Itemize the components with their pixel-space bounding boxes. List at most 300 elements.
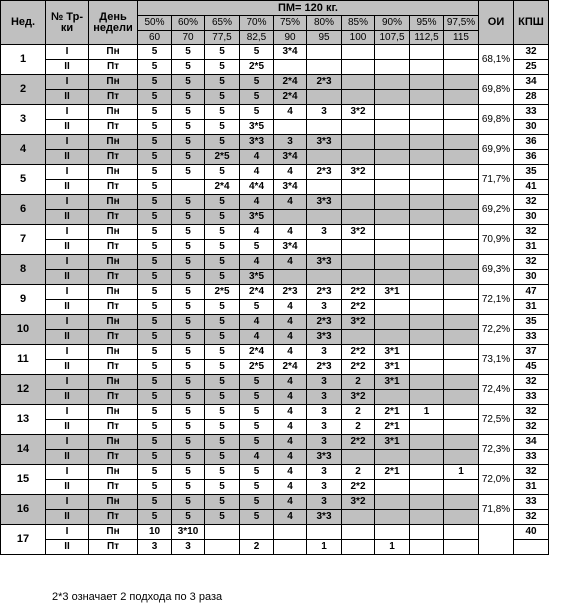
workout-number: I [46, 465, 89, 480]
sets-reps-cell: 5 [138, 330, 172, 345]
sets-reps-cell [444, 150, 479, 165]
percent-header: 95% [410, 16, 444, 31]
sets-reps-cell [444, 105, 479, 120]
lift-count: 40 [514, 525, 549, 540]
table-row [1, 60, 549, 75]
sets-reps-cell: 3 [172, 540, 205, 555]
sets-reps-cell: 4 [274, 225, 307, 240]
workout-number: I [46, 375, 89, 390]
sets-reps-cell: 5 [138, 375, 172, 390]
workout-number: II [46, 300, 89, 315]
sets-reps-cell: 2*5 [205, 150, 240, 165]
sets-reps-cell [375, 510, 410, 525]
workout-number: I [46, 285, 89, 300]
sets-reps-cell: 3*2 [342, 390, 375, 405]
sets-reps-cell: 1 [410, 405, 444, 420]
weekday: Пн [89, 315, 138, 330]
sets-reps-cell: 5 [205, 105, 240, 120]
workout-number: II [46, 180, 89, 195]
sets-reps-cell: 4 [274, 375, 307, 390]
weekday: Пн [89, 495, 138, 510]
sets-reps-cell [444, 75, 479, 90]
table-row [1, 315, 549, 330]
weekday: Пт [89, 240, 138, 255]
lift-count: 32 [514, 510, 549, 525]
lift-count: 41 [514, 180, 549, 195]
week-number: 7 [1, 225, 46, 255]
weight-header: 82,5 [240, 31, 274, 45]
workout-number: II [46, 330, 89, 345]
weight-header: 112,5 [410, 31, 444, 45]
sets-reps-cell: 5 [205, 450, 240, 465]
weekday: Пт [89, 270, 138, 285]
sets-reps-cell [410, 450, 444, 465]
sets-reps-cell [375, 315, 410, 330]
sets-reps-cell: 5 [172, 330, 205, 345]
intensity-value: 70,9% [479, 225, 514, 255]
weekday: Пн [89, 165, 138, 180]
weekday: Пт [89, 300, 138, 315]
sets-reps-cell: 5 [172, 75, 205, 90]
sets-reps-cell: 5 [138, 195, 172, 210]
sets-reps-cell: 5 [205, 225, 240, 240]
table-row [1, 180, 549, 195]
weekday: Пт [89, 480, 138, 495]
sets-reps-cell [410, 480, 444, 495]
sets-reps-cell: 2*2 [342, 300, 375, 315]
intensity-value: 72,3% [479, 435, 514, 465]
lift-count: 30 [514, 210, 549, 225]
lift-count: 31 [514, 240, 549, 255]
sets-reps-cell [410, 180, 444, 195]
table-row [1, 165, 549, 180]
lift-count: 31 [514, 480, 549, 495]
sets-reps-cell: 5 [138, 300, 172, 315]
sets-reps-cell: 2*2 [342, 360, 375, 375]
sets-reps-cell: 1 [375, 540, 410, 555]
sets-reps-cell [375, 255, 410, 270]
sets-reps-cell: 3*10 [172, 525, 205, 540]
sets-reps-cell [342, 90, 375, 105]
sets-reps-cell: 2*5 [205, 285, 240, 300]
weekday: Пн [89, 225, 138, 240]
lift-count [514, 540, 549, 555]
sets-reps-cell [444, 330, 479, 345]
sets-reps-cell [375, 150, 410, 165]
sets-reps-cell: 2 [342, 375, 375, 390]
sets-reps-cell: 4 [240, 150, 274, 165]
sets-reps-cell: 3*3 [307, 510, 342, 525]
sets-reps-cell: 4 [274, 300, 307, 315]
lift-count: 25 [514, 60, 549, 75]
sets-reps-cell: 4 [274, 330, 307, 345]
sets-reps-cell: 3*2 [342, 165, 375, 180]
sets-reps-cell [410, 465, 444, 480]
percent-header: 60% [172, 16, 205, 31]
table-row [1, 420, 549, 435]
table-row [1, 135, 549, 150]
sets-reps-cell [342, 525, 375, 540]
lift-count: 33 [514, 450, 549, 465]
sets-reps-cell [342, 255, 375, 270]
sets-reps-cell: 3*2 [342, 315, 375, 330]
sets-reps-cell [410, 150, 444, 165]
week-number: 8 [1, 255, 46, 285]
percent-header: 90% [375, 16, 410, 31]
weekday: Пн [89, 195, 138, 210]
sets-reps-cell: 3 [138, 540, 172, 555]
weekday: Пт [89, 510, 138, 525]
sets-reps-cell [375, 270, 410, 285]
sets-reps-cell: 3 [307, 480, 342, 495]
sets-reps-cell [375, 495, 410, 510]
sets-reps-cell: 2*1 [375, 465, 410, 480]
sets-reps-cell: 3 [307, 105, 342, 120]
weekday: Пт [89, 360, 138, 375]
sets-reps-cell: 4 [274, 495, 307, 510]
weekday: Пт [89, 60, 138, 75]
sets-reps-cell: 5 [205, 270, 240, 285]
sets-reps-cell [410, 540, 444, 555]
workout-number: II [46, 270, 89, 285]
table-row [1, 510, 549, 525]
sets-reps-cell: 3*1 [375, 285, 410, 300]
workout-number: II [46, 480, 89, 495]
sets-reps-cell [410, 495, 444, 510]
lift-count: 32 [514, 255, 549, 270]
sets-reps-cell: 3*3 [240, 135, 274, 150]
sets-reps-cell: 3*4 [274, 180, 307, 195]
week-number: 4 [1, 135, 46, 165]
sets-reps-cell: 5 [205, 240, 240, 255]
table-row [1, 405, 549, 420]
sets-reps-cell: 5 [172, 495, 205, 510]
weekday: Пт [89, 180, 138, 195]
sets-reps-cell: 5 [240, 375, 274, 390]
table-row [1, 120, 549, 135]
sets-reps-cell: 4 [240, 450, 274, 465]
percent-header: 65% [205, 16, 240, 31]
workout-number: II [46, 450, 89, 465]
sets-reps-cell: 4 [274, 390, 307, 405]
intensity-value: 72,0% [479, 465, 514, 495]
kpsh-header: КПШ [514, 1, 549, 45]
sets-reps-cell [375, 525, 410, 540]
sets-reps-cell [444, 180, 479, 195]
sets-reps-cell [307, 240, 342, 255]
workout-number: I [46, 495, 89, 510]
sets-reps-cell: 5 [240, 405, 274, 420]
sets-reps-cell: 5 [138, 390, 172, 405]
sets-reps-cell [410, 60, 444, 75]
table-row [1, 345, 549, 360]
sets-reps-cell: 5 [240, 435, 274, 450]
sets-reps-cell: 5 [172, 360, 205, 375]
table-row [1, 90, 549, 105]
sets-reps-cell [375, 165, 410, 180]
sets-reps-cell: 5 [205, 345, 240, 360]
table-row [1, 465, 549, 480]
sets-reps-cell: 5 [172, 405, 205, 420]
sets-reps-cell: 4 [274, 345, 307, 360]
sets-reps-cell: 5 [205, 465, 240, 480]
sets-reps-cell [240, 525, 274, 540]
sets-reps-cell: 5 [138, 465, 172, 480]
sets-reps-cell: 5 [172, 270, 205, 285]
workout-number: II [46, 120, 89, 135]
lift-count: 34 [514, 435, 549, 450]
sets-reps-cell: 3*4 [274, 45, 307, 60]
sets-reps-cell [342, 510, 375, 525]
sets-reps-cell: 2*4 [205, 180, 240, 195]
sets-reps-cell [444, 285, 479, 300]
sets-reps-cell [342, 195, 375, 210]
sets-reps-cell: 5 [138, 90, 172, 105]
sets-reps-cell [410, 510, 444, 525]
sets-reps-cell: 3*3 [307, 135, 342, 150]
sets-reps-cell [342, 75, 375, 90]
workout-number: II [46, 210, 89, 225]
sets-reps-cell: 5 [240, 90, 274, 105]
sets-reps-cell: 4 [240, 165, 274, 180]
sets-reps-cell: 5 [138, 225, 172, 240]
percent-header: 85% [342, 16, 375, 31]
sets-reps-cell: 3 [307, 465, 342, 480]
weekday: Пн [89, 465, 138, 480]
lift-count: 28 [514, 90, 549, 105]
sets-reps-cell: 5 [205, 60, 240, 75]
sets-reps-cell: 5 [240, 45, 274, 60]
sets-reps-cell: 2*4 [274, 75, 307, 90]
sets-reps-cell: 5 [205, 405, 240, 420]
weekday: Пн [89, 345, 138, 360]
lift-count: 32 [514, 45, 549, 60]
sets-reps-cell [410, 75, 444, 90]
sets-reps-cell: 5 [138, 165, 172, 180]
sets-reps-cell [375, 105, 410, 120]
table-row [1, 525, 549, 540]
table-row [1, 450, 549, 465]
sets-reps-cell [307, 525, 342, 540]
sets-reps-cell [375, 135, 410, 150]
sets-reps-cell: 5 [138, 120, 172, 135]
week-number: 10 [1, 315, 46, 345]
sets-reps-cell [410, 225, 444, 240]
weekday: Пт [89, 540, 138, 555]
sets-reps-cell: 5 [138, 210, 172, 225]
sets-reps-cell [410, 525, 444, 540]
sets-reps-cell [342, 180, 375, 195]
sets-reps-cell: 3 [307, 405, 342, 420]
sets-reps-cell: 4*4 [240, 180, 274, 195]
sets-reps-cell [444, 345, 479, 360]
sets-reps-cell: 4 [274, 105, 307, 120]
sets-reps-cell: 5 [172, 450, 205, 465]
sets-reps-cell: 5 [138, 420, 172, 435]
table-row [1, 210, 549, 225]
sets-reps-cell: 5 [172, 255, 205, 270]
sets-reps-cell: 3*5 [240, 270, 274, 285]
sets-reps-cell [444, 255, 479, 270]
sets-reps-cell: 5 [205, 75, 240, 90]
sets-reps-cell: 2*3 [307, 75, 342, 90]
sets-reps-cell: 5 [138, 495, 172, 510]
sets-reps-cell: 10 [138, 525, 172, 540]
sets-reps-cell: 5 [138, 60, 172, 75]
lift-count: 32 [514, 225, 549, 240]
sets-reps-cell [410, 90, 444, 105]
sets-reps-cell: 5 [205, 495, 240, 510]
workout-number: I [46, 105, 89, 120]
sets-reps-cell [444, 195, 479, 210]
sets-reps-cell: 5 [205, 210, 240, 225]
oi-header: ОИ [479, 1, 514, 45]
week-number: 6 [1, 195, 46, 225]
sets-reps-cell: 2 [342, 420, 375, 435]
weekday: Пн [89, 525, 138, 540]
sets-reps-cell [274, 270, 307, 285]
sets-reps-cell [410, 420, 444, 435]
sets-reps-cell [444, 540, 479, 555]
sets-reps-cell: 5 [138, 405, 172, 420]
footnote: 2*3 означает 2 подхода по 3 раза [52, 591, 223, 603]
sets-reps-cell [307, 180, 342, 195]
sets-reps-cell [444, 435, 479, 450]
weight-header: 77,5 [205, 31, 240, 45]
sets-reps-cell [444, 225, 479, 240]
intensity-value: 68,1% [479, 45, 514, 75]
weight-header: 95 [307, 31, 342, 45]
sets-reps-cell: 2*2 [342, 435, 375, 450]
sets-reps-cell: 3 [307, 345, 342, 360]
weekday: Пн [89, 435, 138, 450]
sets-reps-cell [410, 315, 444, 330]
sets-reps-cell [342, 120, 375, 135]
sets-reps-cell: 5 [205, 390, 240, 405]
sets-reps-cell: 5 [205, 135, 240, 150]
sets-reps-cell: 4 [240, 225, 274, 240]
sets-reps-cell: 5 [172, 390, 205, 405]
sets-reps-cell [307, 150, 342, 165]
sets-reps-cell [307, 210, 342, 225]
weekday: Пн [89, 105, 138, 120]
sets-reps-cell: 4 [274, 420, 307, 435]
sets-reps-cell: 4 [274, 510, 307, 525]
sets-reps-cell: 5 [205, 315, 240, 330]
weekday: Пн [89, 375, 138, 390]
sets-reps-cell: 2*3 [274, 285, 307, 300]
sets-reps-cell: 4 [240, 195, 274, 210]
sets-reps-cell: 4 [274, 315, 307, 330]
sets-reps-cell: 5 [138, 435, 172, 450]
sets-reps-cell [274, 60, 307, 75]
sets-reps-cell [342, 60, 375, 75]
sets-reps-cell: 4 [274, 465, 307, 480]
workout-number: II [46, 150, 89, 165]
table-row [1, 375, 549, 390]
sets-reps-cell: 3*2 [342, 105, 375, 120]
sets-reps-cell [342, 45, 375, 60]
lift-count: 32 [514, 405, 549, 420]
weekday: Пт [89, 150, 138, 165]
workout-number: I [46, 135, 89, 150]
sets-reps-cell [307, 90, 342, 105]
weekday: Пн [89, 285, 138, 300]
sets-reps-cell: 5 [240, 390, 274, 405]
lift-count: 35 [514, 165, 549, 180]
sets-reps-cell [375, 195, 410, 210]
intensity-value [479, 525, 514, 555]
percent-header: 97,5% [444, 16, 479, 31]
sets-reps-cell: 5 [205, 420, 240, 435]
workout-number: II [46, 540, 89, 555]
sets-reps-cell: 5 [138, 255, 172, 270]
sets-reps-cell: 4 [274, 450, 307, 465]
sets-reps-cell [410, 195, 444, 210]
weekday: Пт [89, 210, 138, 225]
sets-reps-cell: 4 [240, 315, 274, 330]
table-row [1, 75, 549, 90]
week-number: 1 [1, 45, 46, 75]
sets-reps-cell [410, 165, 444, 180]
sets-reps-cell: 3*1 [375, 435, 410, 450]
workout-number: II [46, 420, 89, 435]
table-row [1, 270, 549, 285]
intensity-value: 72,4% [479, 375, 514, 405]
sets-reps-cell [444, 450, 479, 465]
week-header: Нед. [1, 1, 46, 45]
sets-reps-cell: 4 [274, 435, 307, 450]
sets-reps-cell: 5 [138, 45, 172, 60]
sets-reps-cell: 3 [307, 420, 342, 435]
sets-reps-cell: 5 [172, 90, 205, 105]
sets-reps-cell: 5 [172, 315, 205, 330]
sets-reps-cell [444, 270, 479, 285]
table-row [1, 105, 549, 120]
workout-number: II [46, 60, 89, 75]
sets-reps-cell: 5 [240, 75, 274, 90]
sets-reps-cell [274, 120, 307, 135]
weekday: Пт [89, 330, 138, 345]
sets-reps-cell: 5 [172, 420, 205, 435]
sets-reps-cell: 5 [205, 480, 240, 495]
sets-reps-cell: 5 [172, 435, 205, 450]
table-row [1, 300, 549, 315]
workout-number: I [46, 75, 89, 90]
week-number: 12 [1, 375, 46, 405]
lift-count: 32 [514, 465, 549, 480]
sets-reps-cell: 5 [172, 195, 205, 210]
intensity-value: 69,8% [479, 75, 514, 105]
pm-header: ПМ= 120 кг. [138, 1, 479, 16]
sets-reps-cell: 3 [307, 300, 342, 315]
weekday: Пт [89, 420, 138, 435]
sets-reps-cell: 5 [240, 465, 274, 480]
week-number: 17 [1, 525, 46, 555]
sets-reps-cell: 5 [205, 300, 240, 315]
sets-reps-cell [444, 510, 479, 525]
sets-reps-cell: 3*4 [274, 240, 307, 255]
sets-reps-cell: 5 [172, 300, 205, 315]
sets-reps-cell: 3*3 [307, 330, 342, 345]
weekday: Пн [89, 75, 138, 90]
sets-reps-cell: 5 [240, 105, 274, 120]
sets-reps-cell [444, 525, 479, 540]
workout-number: I [46, 345, 89, 360]
sets-reps-cell [410, 210, 444, 225]
sets-reps-cell [375, 240, 410, 255]
sets-reps-cell [172, 180, 205, 195]
